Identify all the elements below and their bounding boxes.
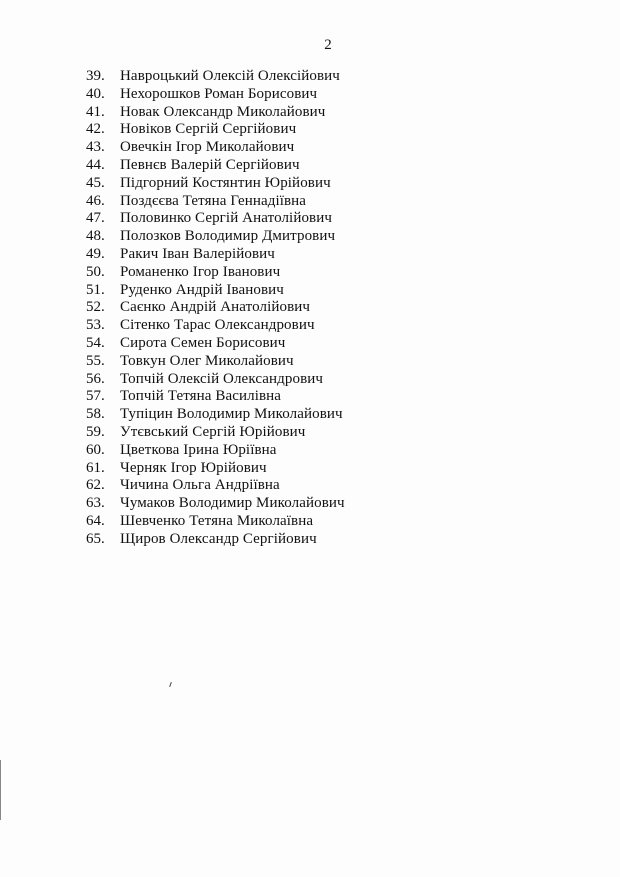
list-item — [86, 424, 345, 442]
entry-number: 51. — [86, 281, 105, 298]
entry-name: Нехорошков Роман Борисович — [120, 85, 318, 102]
list-item — [86, 495, 345, 513]
scan-speck — [169, 682, 172, 687]
entry-number: 64. — [86, 512, 105, 529]
list-item — [86, 388, 345, 406]
list-item — [86, 121, 345, 139]
entry-name: Утєвський Сергій Юрійович — [120, 423, 306, 440]
list-item — [86, 513, 345, 531]
entry-number: 44. — [86, 156, 105, 173]
entry-number: 48. — [86, 228, 105, 245]
entry-number: 59. — [86, 423, 105, 440]
entry-name: Чумаков Володимир Миколайович — [120, 495, 345, 512]
list-item — [86, 139, 345, 157]
entry-number: 56. — [86, 370, 105, 387]
list-item — [86, 531, 345, 549]
list-item — [86, 264, 345, 282]
entry-number: 49. — [86, 245, 105, 262]
entry-name: Чичина Ольга Андріївна — [120, 477, 280, 494]
entry-name: Романенко Ігор Іванович — [120, 263, 281, 280]
entry-name: Ракич Іван Валерійович — [120, 245, 275, 262]
entry-number: 53. — [86, 317, 105, 334]
list-item — [86, 210, 345, 228]
list-item — [86, 86, 345, 104]
list-item — [86, 477, 345, 495]
entry-name: Поздєєва Тетяна Геннадіївна — [120, 192, 307, 209]
entry-name: Овечкін Ігор Миколайович — [120, 139, 295, 156]
entry-name: Тупіцин Володимир Миколайович — [120, 406, 343, 423]
entry-name: Половинко Сергій Анатолійович — [120, 210, 332, 227]
list-item — [86, 353, 345, 371]
entry-number: 50. — [86, 263, 105, 280]
list-item — [86, 317, 345, 335]
list-item — [86, 193, 345, 211]
entry-name: Певнєв Валерій Сергійович — [120, 156, 300, 173]
list-item — [86, 104, 345, 122]
entry-name: Цветкова Ірина Юріївна — [120, 441, 277, 458]
entry-number: 63. — [86, 495, 105, 512]
entry-number: 41. — [86, 103, 105, 120]
entry-number: 45. — [86, 174, 105, 191]
list-item — [86, 282, 345, 300]
list-item — [86, 175, 345, 193]
entry-number: 46. — [86, 192, 105, 209]
entry-name: Сітенко Тарас Олександрович — [120, 317, 315, 334]
entry-name: Руденко Андрій Іванович — [120, 281, 284, 298]
scan-edge-mark — [0, 760, 1, 820]
entry-number: 39. — [86, 68, 105, 84]
entry-number: 61. — [86, 459, 105, 476]
entry-name: Навроцький Олексій Олексійович — [120, 68, 340, 84]
entry-number: 43. — [86, 139, 105, 156]
list-item — [86, 371, 345, 389]
entry-name: Саєнко Андрій Анатолійович — [120, 299, 311, 316]
entry-name: Черняк Ігор Юрійович — [120, 459, 267, 476]
list-item — [86, 246, 345, 264]
entry-name: Шевченко Тетяна Миколаївна — [120, 512, 314, 529]
list-item — [86, 299, 345, 317]
entry-number: 54. — [86, 334, 105, 351]
list-item — [86, 460, 345, 478]
entry-number: 42. — [86, 121, 105, 138]
entry-name: Топчій Олексій Олександрович — [120, 370, 324, 387]
entry-number: 52. — [86, 299, 105, 316]
entry-name: Новак Олександр Миколайович — [120, 103, 326, 120]
entry-name: Новіков Сергій Сергійович — [120, 121, 297, 138]
list-item — [86, 335, 345, 353]
entry-number: 40. — [86, 85, 105, 102]
entry-number: 47. — [86, 210, 105, 227]
entry-name: Щиров Олександр Сергійович — [120, 530, 317, 547]
entry-number: 55. — [86, 352, 105, 369]
list-item — [86, 442, 345, 460]
entry-name: Топчій Тетяна Василівна — [120, 388, 282, 405]
list-item — [86, 68, 345, 86]
entry-name: Товкун Олег Миколайович — [120, 352, 294, 369]
entry-number: 62. — [86, 477, 105, 494]
entry-name: Підгорний Костянтин Юрійович — [120, 174, 331, 191]
list-item — [86, 406, 345, 424]
entry-name: Сирота Семен Борисович — [120, 334, 286, 351]
entry-number: 65. — [86, 530, 105, 547]
entry-number: 58. — [86, 406, 105, 423]
entry-number: 60. — [86, 441, 105, 458]
entry-number: 57. — [86, 388, 105, 405]
page-number: 2 — [324, 37, 332, 53]
list-item — [86, 157, 345, 175]
entry-name: Полозков Володимир Дмитрович — [120, 228, 336, 245]
list-item — [86, 228, 345, 246]
name-list — [86, 68, 345, 549]
